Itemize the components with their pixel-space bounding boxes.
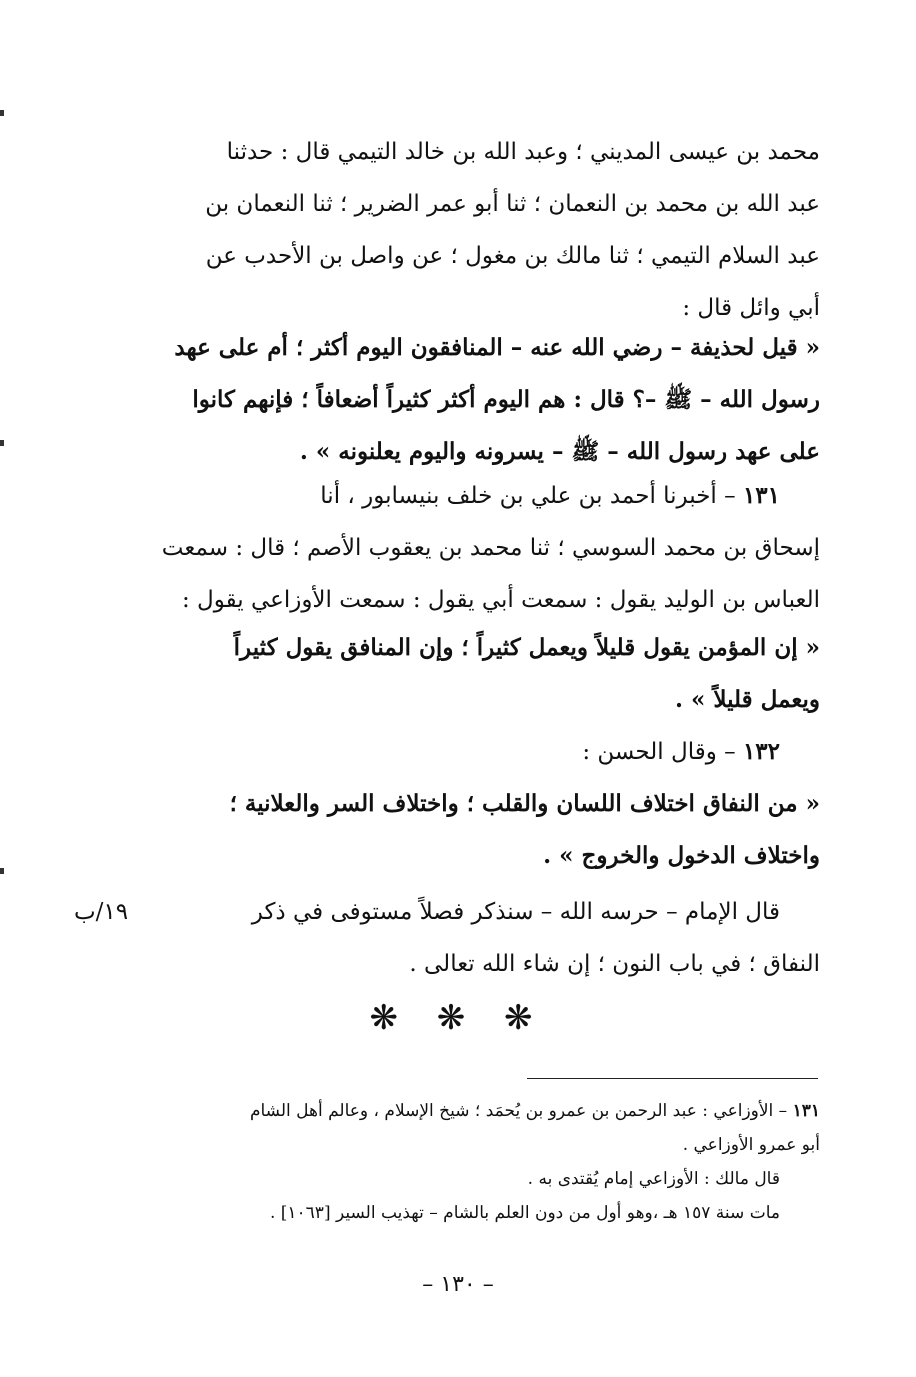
hasan-quote <box>136 778 820 882</box>
narration-number: ١٣٢ <box>742 738 780 765</box>
scan-edge-mark <box>0 110 4 116</box>
intro-line: عبد السلام التيمي ؛ ثنا مالك بن مغول ؛ عن واصل بن الأحدب عن <box>205 243 820 269</box>
quote-line: « إن المؤمن يقول قليلاً ويعمل كثيراً ؛ وإن المنافق يقول كثيراً <box>233 634 820 661</box>
footnote-line: قال مالك : الأوزاعي إمام يُقتدى به . <box>527 1169 780 1189</box>
narration-text: – وقال الحسن : <box>582 739 736 765</box>
intro-line: عبد الله بن محمد بن النعمان ؛ ثنا أبو عمر الضرير ؛ ثنا النعمان بن <box>205 191 820 217</box>
quote-line: رسول الله – ﷺ –؟ قال : هم اليوم أكثر كثيراً أضعافاً ؛ فإنهم كانوا <box>192 386 820 413</box>
awzai-quote <box>136 622 820 726</box>
imam-line: قال الإمام – حرسه الله – سنذكر فصلاً مستوفى في ذكر <box>251 899 780 925</box>
intro-paragraph <box>136 126 820 334</box>
quote-line: ويعمل قليلاً » . <box>675 686 820 713</box>
narration-132 <box>136 726 820 778</box>
quote-line: واختلاف الدخول والخروج » . <box>543 842 820 869</box>
scan-edge-mark <box>0 868 4 874</box>
imam-paragraph <box>150 886 820 990</box>
quote-line: على عهد رسول الله – ﷺ – يسرونه واليوم يعلنونه » . <box>299 438 820 465</box>
scan-edge-mark <box>0 440 4 446</box>
hudhayfa-quote <box>136 322 820 478</box>
narration-first-line <box>136 726 820 778</box>
intro-line: محمد بن عيسى المديني ؛ وعبد الله بن خالد التيمي قال : حدثنا <box>226 139 820 165</box>
footnote-number: ١٣١ <box>792 1101 820 1121</box>
footnote-rule <box>527 1078 818 1079</box>
narration-line: العباس بن الوليد يقول : سمعت أبي يقول : سمعت الأوزاعي يقول : <box>181 587 820 613</box>
imam-line: النفاق ؛ في باب النون ؛ إن شاء الله تعالى . <box>409 951 820 977</box>
footnote-line: أبو عمرو الأوزاعي . <box>682 1135 820 1155</box>
narration-text: – أخبرنا أحمد بن علي بن خلف بنيسابور ، أنا <box>320 483 736 509</box>
quote-line: « قيل لحذيفة – رضي الله عنه – المنافقون اليوم أكثر ؛ أم على عهد <box>174 334 820 361</box>
page-number: – ١٣٠ – <box>422 1272 494 1297</box>
margin-folio-reference: ١٩/ب <box>74 899 129 925</box>
intro-line: أبي وائل قال : <box>682 295 820 321</box>
footnote-131 <box>78 1094 820 1230</box>
footnote-text: – الأوزاعي : عبد الرحمن بن عمرو بن يُحمَد ؛ شيخ الإسلام ، وعالم أهل الشام <box>249 1101 788 1121</box>
footnote-line: مات سنة ١٥٧ هـ ،وهو أول من دون العلم بالشام – تهذيب السير [١٠٦٣] . <box>269 1203 780 1223</box>
section-separator: ❋ ❋ ❋ <box>369 998 547 1038</box>
narration-number: ١٣١ <box>742 482 780 509</box>
narration-line: إسحاق بن محمد السوسي ؛ ثنا محمد بن يعقوب الأصم ؛ قال : سمعت <box>161 535 820 561</box>
quote-line: « من النفاق اختلاف اللسان والقلب ؛ واختلاف السر والعلانية ؛ <box>229 790 820 817</box>
narration-131 <box>136 470 820 626</box>
narration-first-line <box>136 470 820 522</box>
footnote-first-line <box>78 1094 820 1128</box>
